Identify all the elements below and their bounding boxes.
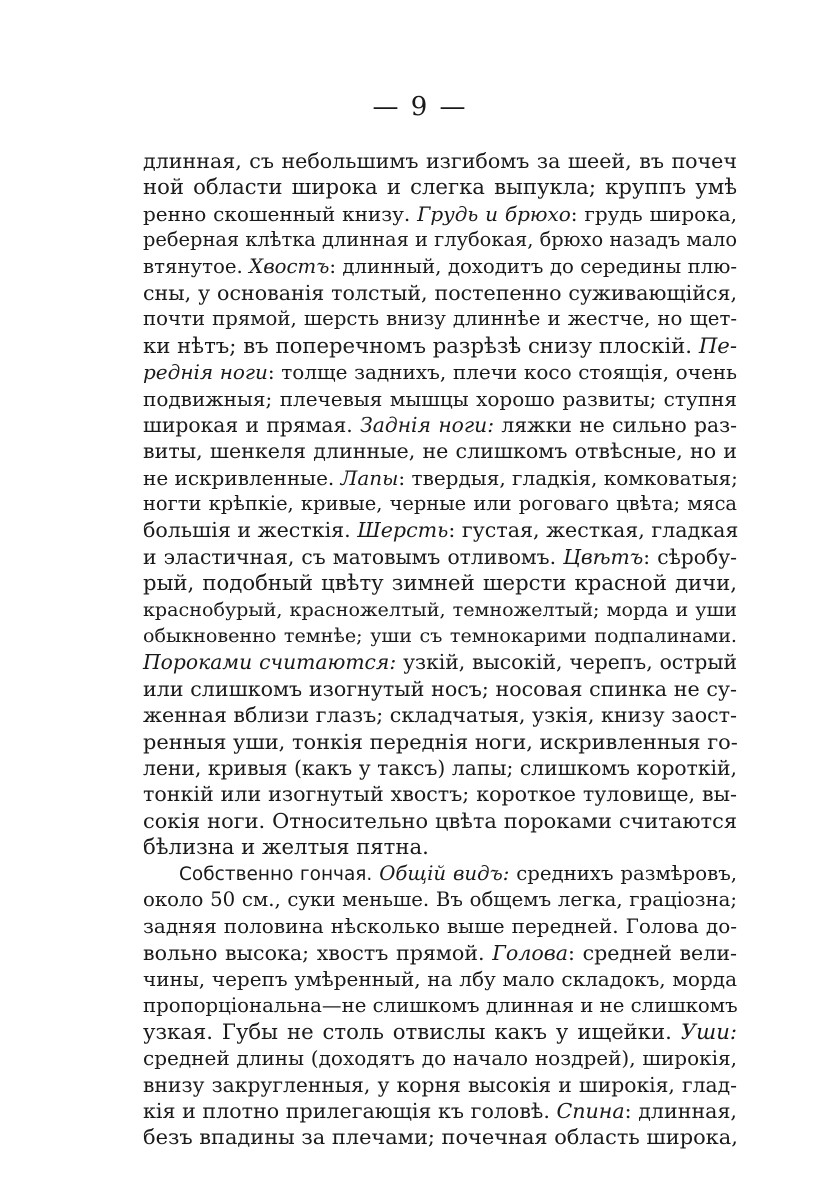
- text-line: [143, 280, 737, 306]
- text-line: [143, 544, 737, 570]
- text-run: : длинный, доходитъ до середины плю-: [329, 254, 738, 278]
- body-text: [143, 148, 737, 1151]
- text-line: [143, 1019, 737, 1045]
- text-run: рый, подобный цвѣту зимней шерсти красной дичи,: [143, 570, 737, 596]
- text-run: подвижныя; плечевыя мышцы хорошо развиты; ступня: [143, 386, 737, 411]
- text-line: [143, 491, 737, 517]
- text-line: [143, 148, 737, 174]
- text-run: большія и жесткія.: [143, 518, 358, 543]
- text-line: [143, 623, 737, 649]
- text-run: виты, шенкеля длинные, не слишкомъ отвѣсные, но и: [143, 439, 737, 464]
- text-run: : сѣробу-: [643, 544, 738, 569]
- text-run: краснобурый, красножелтый, темножелтый; морда и уши: [143, 597, 737, 621]
- text-run: втянутое.: [143, 254, 250, 278]
- text-line: [143, 227, 737, 253]
- text-run: не искривленные.: [143, 465, 341, 490]
- text-run: узкій, высокій, черепъ, острый: [396, 650, 738, 675]
- text-run: около 50 см., суки меньше. Въ общемъ легка, граціозна;: [143, 887, 737, 911]
- text-line: [143, 1072, 737, 1098]
- text-line: [143, 438, 737, 464]
- italic-term: Уши:: [680, 1018, 737, 1044]
- text-line: [143, 808, 737, 834]
- text-line: [143, 386, 737, 412]
- text-line: [143, 254, 737, 280]
- text-run: : длинная,: [624, 1099, 737, 1124]
- italic-term: Грудь и брюхо: [417, 201, 571, 226]
- text-run: : толще заднихъ, плечи косо стоящія, очень: [267, 360, 737, 385]
- italic-term: Лапы: [340, 465, 399, 490]
- text-run: кія и плотно прилегающія къ головѣ.: [143, 1099, 557, 1124]
- text-line: [143, 755, 737, 781]
- text-run: ной области широка и слегка выпукла; круппъ умѣ: [143, 174, 737, 200]
- text-line: [143, 676, 737, 702]
- italic-term: Хвостъ: [249, 254, 330, 278]
- text-line: [143, 993, 737, 1019]
- text-run: средней длины (доходятъ до начало ноздрей), широкія,: [143, 1046, 737, 1071]
- text-line: [143, 887, 737, 913]
- section-heading: Собственно гончая.: [179, 863, 373, 885]
- text-run: задняя половина нѣсколько выше передней. Голова до-: [143, 914, 737, 939]
- text-line: [143, 597, 737, 623]
- text-run: и эластичная, съ матовымъ отливомъ.: [143, 544, 564, 569]
- text-line: [143, 940, 737, 966]
- text-run: : средней вели-: [568, 940, 737, 965]
- text-run: узкая. Губы не столь отвислы какъ у ищейки.: [143, 1018, 681, 1044]
- italic-term: реднія ноги: [143, 360, 268, 385]
- text-line: [143, 702, 737, 728]
- text-line: [143, 966, 737, 992]
- text-line: [143, 306, 737, 332]
- text-run: ляжки не сильно раз-: [494, 412, 737, 437]
- text-run: ногти крѣпкіе, кривые, черные или роговаго цвѣта; мяса: [143, 492, 737, 516]
- text-run: ренно скошенный книзу.: [143, 201, 418, 226]
- text-run: : твердыя, гладкія, комковатыя;: [398, 465, 738, 490]
- text-run: реберная клѣтка длинная и глубокая, брюхо назадъ мало: [143, 228, 738, 252]
- text-run: ки нѣтъ; въ поперечномъ разрѣзѣ снизу плоскій.: [143, 332, 699, 358]
- text-line: [143, 570, 737, 596]
- text-run: длинная, съ небольшимъ изгибомъ за шеей, въ почеч: [143, 149, 737, 173]
- text-run: пропорціональна—не слишкомъ длинная и не слишкомъ: [143, 993, 738, 1017]
- italic-term: Спина: [556, 1099, 625, 1124]
- text-line: [143, 861, 737, 887]
- text-line: [143, 174, 737, 200]
- text-line: [143, 359, 737, 385]
- text-line: [143, 1098, 737, 1124]
- text-run: лени, кривыя (какъ у таксъ) лапы; слишкомъ короткій,: [143, 755, 737, 780]
- text-run: : грудь широка,: [570, 201, 737, 226]
- italic-term: Общій видъ:: [379, 861, 510, 885]
- text-line: [143, 913, 737, 939]
- text-run: сокія ноги. Относительно цвѣта пороками считаются: [143, 808, 737, 833]
- text-run: внизу закругленныя, у корня высокія и широкія, глад-: [143, 1072, 737, 1097]
- text-run: безъ впадины за плечами; почечная область широка,: [143, 1125, 738, 1150]
- italic-term: Заднія ноги:: [360, 412, 495, 437]
- text-run: сны, у основанія толстый, постепенно суживающійся,: [143, 280, 737, 305]
- text-run: бѣлизна и желтыя пятна.: [143, 834, 429, 860]
- text-run: или слишкомъ изогнутый носъ; носовая спинка не су-: [143, 676, 737, 701]
- text-line: [143, 201, 737, 227]
- text-run: : густая, жесткая, гладкая: [448, 518, 739, 543]
- text-run: женная вблизи глазъ; складчатыя, узкія, книзу заост-: [143, 703, 737, 728]
- text-line: [143, 465, 737, 491]
- text-line: [143, 781, 737, 807]
- text-run: обыкновенно темнѣе; уши съ темнокарими подпалинами.: [143, 624, 737, 648]
- italic-term: Пе-: [698, 332, 737, 358]
- text-run: ренныя уши, тонкія переднія ноги, искривленныя го-: [143, 729, 738, 754]
- italic-term: Шерсть: [357, 518, 449, 543]
- text-line: [143, 412, 737, 438]
- text-line: [143, 517, 737, 543]
- text-line: [143, 649, 737, 675]
- italic-term: Голова: [492, 940, 569, 965]
- italic-term: Пороками считаются:: [143, 650, 397, 675]
- text-line: [143, 1124, 737, 1150]
- text-run: среднихъ размѣровъ,: [509, 861, 737, 885]
- italic-term: Цвѣтъ: [563, 544, 644, 569]
- page-number: — 9 —: [372, 92, 468, 122]
- text-run: тонкій или изогнутый хвостъ; короткое туловище, вы-: [143, 782, 737, 807]
- text-line: [143, 1045, 737, 1071]
- text-run: чины, черепъ умѣренный, на лбу мало складокъ, морда: [143, 967, 737, 992]
- text-run: вольно высока; хвостъ прямой.: [143, 940, 493, 965]
- text-line: [143, 333, 737, 359]
- text-line: [143, 834, 737, 860]
- text-run: почти прямой, шерсть внизу длиннѣе и жестче, но щет-: [143, 307, 737, 331]
- text-line: [143, 729, 737, 755]
- text-run: широкая и прямая.: [143, 412, 361, 437]
